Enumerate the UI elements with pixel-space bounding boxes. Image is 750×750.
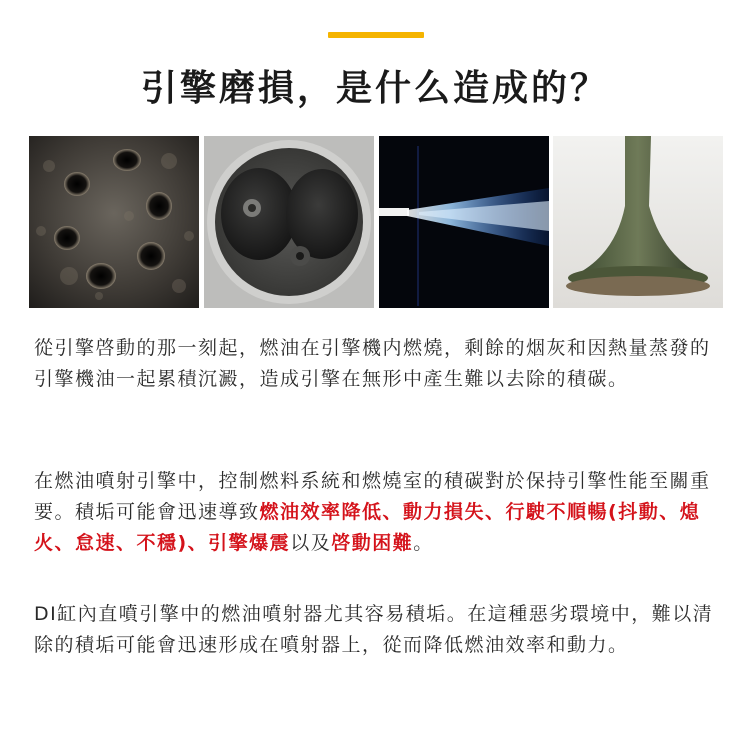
page-title: 引擎磨損，是什么造成的？ bbox=[140, 68, 609, 109]
paragraph-middle-text: 以及 bbox=[290, 532, 332, 554]
cylinder-valves-photo bbox=[204, 136, 374, 308]
paragraph-end-text: 。 bbox=[413, 532, 434, 554]
photo-gallery bbox=[29, 136, 723, 308]
carbon-coated-valve-photo bbox=[553, 136, 723, 308]
highlight-hard-start: 啓動困難 bbox=[331, 532, 414, 554]
accent-bar bbox=[328, 32, 424, 38]
carbon-deposit-surface-photo bbox=[29, 136, 199, 308]
paragraph-direct-injection: DI缸內直噴引擎中的燃油噴射器尤其容易積垢。在這種惡劣環境中，難以清除的積垢可能會迅速形成在噴射器上，從而降低燃油效率和動力。 bbox=[34, 603, 714, 656]
fuel-spray-photo bbox=[379, 136, 549, 308]
highlight-symptoms: 燃油效率降低、動力損失、行駛不順暢(抖動、熄火、怠速、不穩)、引擎爆震 bbox=[34, 501, 701, 554]
paragraph-fuel-injection bbox=[34, 466, 724, 559]
paragraph-lead-text: 在燃油噴射引擎中，控制燃料系統和燃燒室的積碳對於保持引擎性能至關重要。積垢可能會迅速導致 bbox=[34, 470, 711, 523]
paragraph-carbon-formation: 從引擎啓動的那一刻起，燃油在引擎機内燃燒，剩餘的烟灰和因熱量蒸發的引擎機油一起累積沉澱，造成引擎在無形中產生難以去除的積碳。 bbox=[34, 337, 711, 390]
